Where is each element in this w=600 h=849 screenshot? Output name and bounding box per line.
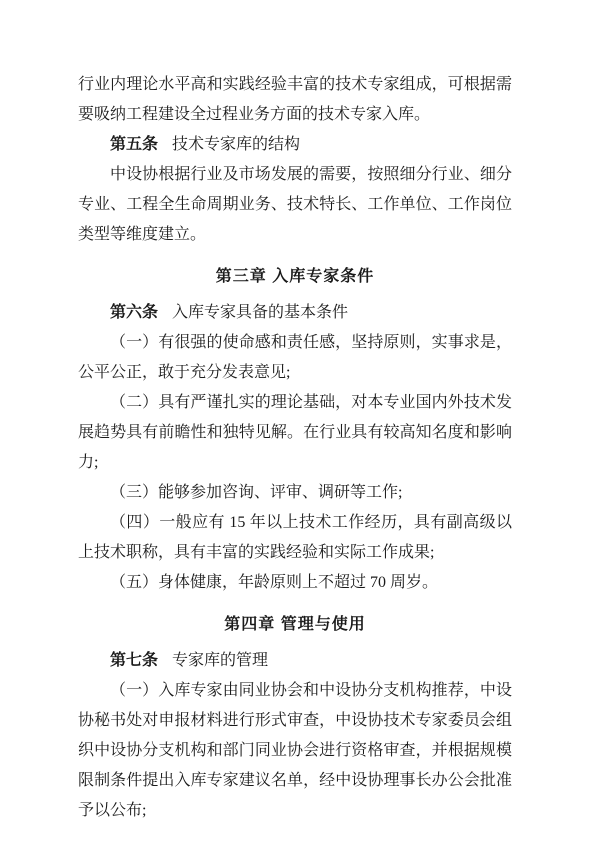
article-heading-5 <box>78 130 512 160</box>
list-item-3: （三）能够参加咨询、评审、调研等工作; <box>110 484 403 501</box>
list-item-1: （一）有很强的使命感和责任感，坚持原则，实事求是，公平公正，敢于充分发表意见; <box>78 334 512 381</box>
chapter-heading-3: 第三章 入库专家条件 <box>215 268 375 285</box>
article-number: 第六条 <box>110 304 159 321</box>
chapter-heading-4: 第四章 管理与使用 <box>224 616 366 633</box>
article-title: 专家库的管理 <box>172 652 269 669</box>
paragraph-continuation: 行业内理论水平高和实践经验丰富的技术专家组成，可根据需要吸纳工程建设全过程业务方面的技术专家入库。 <box>78 76 512 123</box>
list-item-2: （二）具有严谨扎实的理论基础，对本专业国内外技术发展趋势具有前瞻性和独特见解。在行业具有较高知名度和影响力; <box>78 394 512 471</box>
article-heading-7 <box>78 646 512 676</box>
article-title: 入库专家具备的基本条件 <box>172 304 349 321</box>
list-item-management-1: （一）入库专家由同业协会和中设协分支机构推荐，中设协秘书处对申报材料进行形式审查，中设协技术专家委员会组织中设协分支机构和部门同业协会进行资格审查，并根据规模限制条件提出入库专家建议名单，经中设协理事长办公会批准予以公布; <box>78 682 512 819</box>
paragraph: 中设协根据行业及市场发展的需要，按照细分行业、细分专业、工程全生命周期业务、技术特长、工作单位、工作岗位类型等维度建立。 <box>78 166 512 243</box>
list-item-4: （四）一般应有 15 年以上技术工作经历，具有副高级以上技术职称，具有丰富的实践经验和实际工作成果; <box>78 514 512 561</box>
article-number: 第五条 <box>110 136 159 153</box>
article-heading-6 <box>78 298 512 328</box>
article-number: 第七条 <box>110 652 159 669</box>
article-title: 技术专家库的结构 <box>172 136 301 153</box>
list-item-5: （五）身体健康，年龄原则上不超过 70 周岁。 <box>110 574 439 591</box>
